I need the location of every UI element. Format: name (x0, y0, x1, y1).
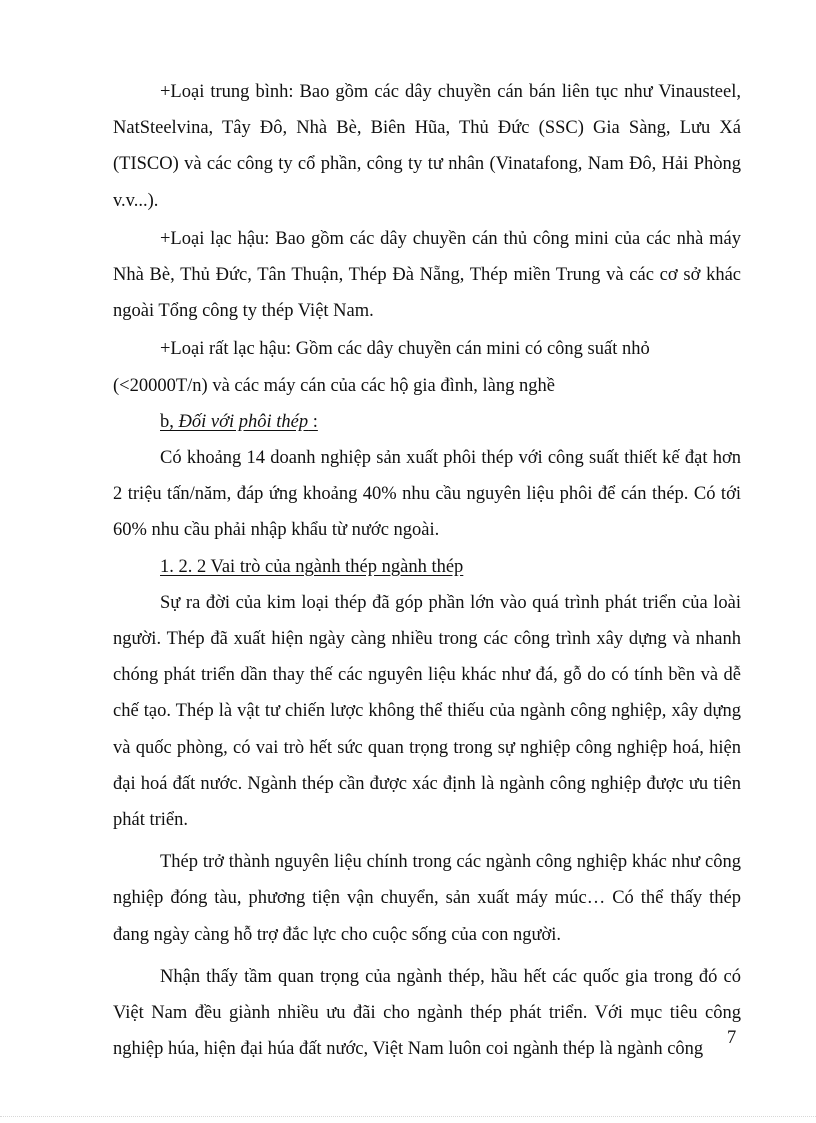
subheading-prefix: b, (160, 411, 179, 432)
page-number: 7 (727, 1028, 737, 1048)
section-heading-role-of-steel (113, 549, 741, 585)
paragraph-role-2: Thép trở thành nguyên liệu chính trong các ngành công nghiệp khác như công nghiệp đóng tàu, phương tiện vận chuyển, sản xuất máy múc… Có thể thấy thép đang ngày càng hỗ trợ đắc lực cho cuộc sống của con người. (113, 852, 741, 945)
paragraph-role-3: Nhận thấy tầm quan trọng của ngành thép, hầu hết các quốc gia trong đó có Việt Nam đều giành nhiều ưu đãi cho ngành thép phát triển. Với mục tiêu công nghiệp húa, hiện đại húa đất nước, Việt Nam luôn coi ngành thép là ngành công (113, 966, 741, 1060)
subheading-italic-title: Đối với phôi thép (178, 411, 309, 432)
page-bottom-border (0, 1116, 816, 1117)
paragraph-very-backward-tier: +Loại rất lạc hậu: Gồm các dây chuyền cán mini có công suất nhỏ (<20000T/n) và các máy cán của các hộ gia đình, làng nghề (113, 339, 650, 396)
section-heading-text: 1. 2. 2 Vai trò của ngành thép ngành thép (160, 556, 464, 577)
paragraph-role-1: Sự ra đời của kim loại thép đã góp phần lớn vào quá trình phát triển của loài người. Thép đã xuất hiện ngày càng nhiều trong các công trình xây dựng và nhanh chóng phát triển dần thay thế các nguyên liệu khác như đá, gỗ do có tính bền và dễ chế tạo. Thép là vật tư chiến lược không thể thiếu của ngành công nghiệp, xây dựng và quốc phòng, có vai trò hết sức quan trọng trong sự nghiệp công nghiệp hoá, hiện đại hoá đất nước. Ngành thép cần được xác định là ngành công nghiệp được ưu tiên phát triển. (113, 592, 741, 831)
document-body (113, 74, 741, 1067)
subheading-billet-steel (113, 404, 741, 440)
subheading-suffix: : (308, 411, 318, 432)
paragraph-medium-tier: +Loại trung bình: Bao gồm các dây chuyền cán bán liên tục như Vinausteel, NatSteelvina, Tây Đô, Nhà Bè, Biên Hũa, Thủ Đức (SSC) Gia Sàng, Lưu Xá (TISCO) và các công ty cổ phần, công ty tư nhân (Vinatafong, Nam Đô, Hải Phòng v.v...). (113, 82, 741, 211)
paragraph-backward-tier: +Loại lạc hậu: Bao gồm các dây chuyền cán thủ công mini của các nhà máy Nhà Bè, Thủ Đức, Tân Thuận, Thép Đà Nẵng, Thép miền Trung và các cơ sở khác ngoài Tổng công ty thép Việt Nam. (113, 228, 741, 322)
paragraph-billet-steel: Có khoảng 14 doanh nghiệp sản xuất phôi thép với công suất thiết kế đạt hơn 2 triệu tấn/năm, đáp ứng khoảng 40% nhu cầu nguyên liệu phôi để cán thép. Có tới 60% nhu cầu phải nhập khẩu từ nước ngoài. (113, 448, 741, 541)
